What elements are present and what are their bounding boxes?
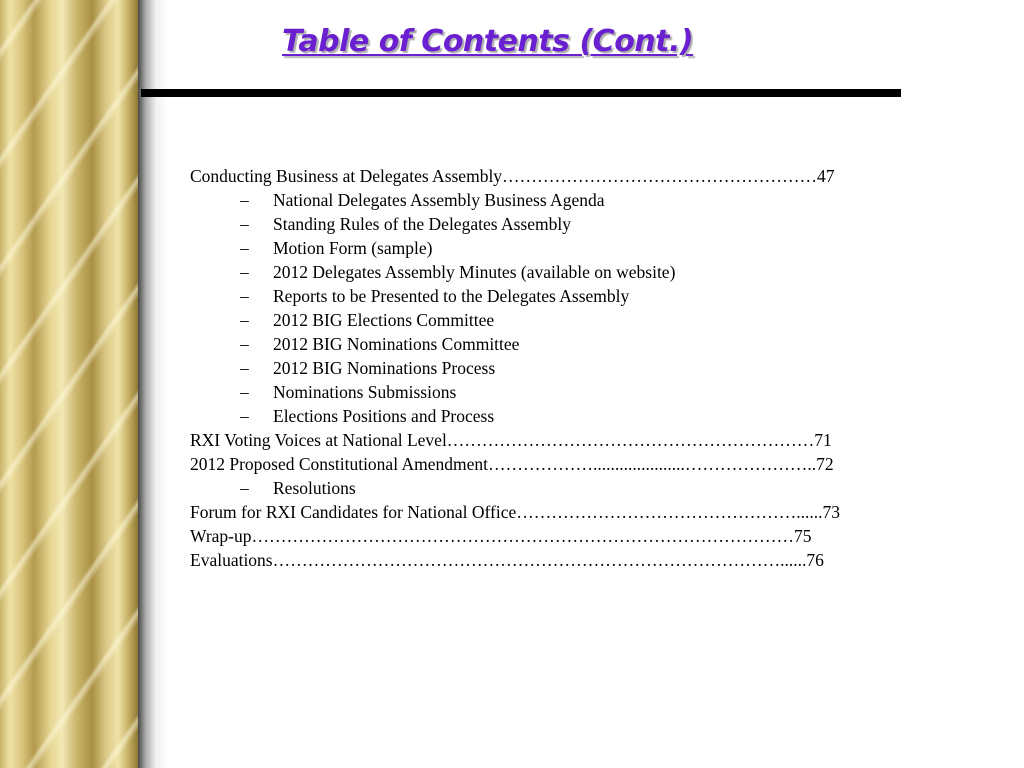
toc-item-text: 2012 Proposed Constitutional Amendment……………….....................…………………..72 [190, 454, 834, 474]
toc-subitem [190, 212, 930, 236]
toc-subitem [190, 284, 930, 308]
toc-item-text: Wrap-up…………………………………………………………………………………75 [190, 526, 812, 546]
toc-subitem [190, 476, 930, 500]
toc-item-text: Conducting Business at Delegates Assembly………………………………………………47 [190, 166, 835, 186]
toc-item-text: Reports to be Presented to the Delegates Assembly [273, 286, 630, 306]
toc-item-text: Standing Rules of the Delegates Assembly [273, 214, 571, 234]
toc-item-text: 2012 BIG Nominations Process [273, 358, 496, 378]
toc-subitem [190, 380, 930, 404]
toc-item-text: Forum for RXI Candidates for National Office…………………………………………......73 [190, 502, 841, 522]
toc-item-text: Motion Form (sample) [273, 238, 433, 258]
dash-bullet: – [240, 214, 249, 234]
toc-subitem [190, 356, 930, 380]
toc-item [190, 452, 930, 476]
toc-item [190, 164, 930, 188]
toc-item [190, 500, 930, 524]
toc-item-text: Evaluations……………………………………………………………………………......76 [190, 550, 824, 570]
dash-bullet: – [240, 238, 249, 258]
dash-bullet: – [240, 358, 249, 378]
dash-bullet: – [240, 286, 249, 306]
toc-subitem [190, 332, 930, 356]
toc-item-text: Elections Positions and Process [273, 406, 495, 426]
toc-item-text: National Delegates Assembly Business Agenda [273, 190, 605, 210]
toc-subitem [190, 308, 930, 332]
toc-subitem [190, 236, 930, 260]
table-of-contents [190, 164, 930, 572]
dash-bullet: – [240, 478, 249, 498]
toc-item-text: Nominations Submissions [273, 382, 457, 402]
dash-bullet: – [240, 190, 249, 210]
toc-item-text: RXI Voting Voices at National Level………………………………………………………71 [190, 430, 832, 450]
toc-subitem [190, 188, 930, 212]
dash-bullet: – [240, 334, 249, 354]
toc-item [190, 548, 930, 572]
dash-bullet: – [240, 406, 249, 426]
curtain-shadow [138, 0, 168, 768]
toc-item [190, 428, 930, 452]
toc-item-text: 2012 BIG Nominations Committee [273, 334, 520, 354]
curtain-decoration [0, 0, 138, 768]
toc-item-text: 2012 BIG Elections Committee [273, 310, 495, 330]
toc-item-text: Resolutions [273, 478, 356, 498]
dash-bullet: – [240, 262, 249, 282]
title-divider [141, 89, 901, 97]
toc-subitem [190, 260, 930, 284]
toc-item-text: 2012 Delegates Assembly Minutes (available on website) [273, 262, 676, 282]
dash-bullet: – [240, 310, 249, 330]
toc-subitem [190, 404, 930, 428]
toc-item [190, 524, 930, 548]
slide-title: Table of Contents (Cont.) [282, 24, 694, 59]
dash-bullet: – [240, 382, 249, 402]
